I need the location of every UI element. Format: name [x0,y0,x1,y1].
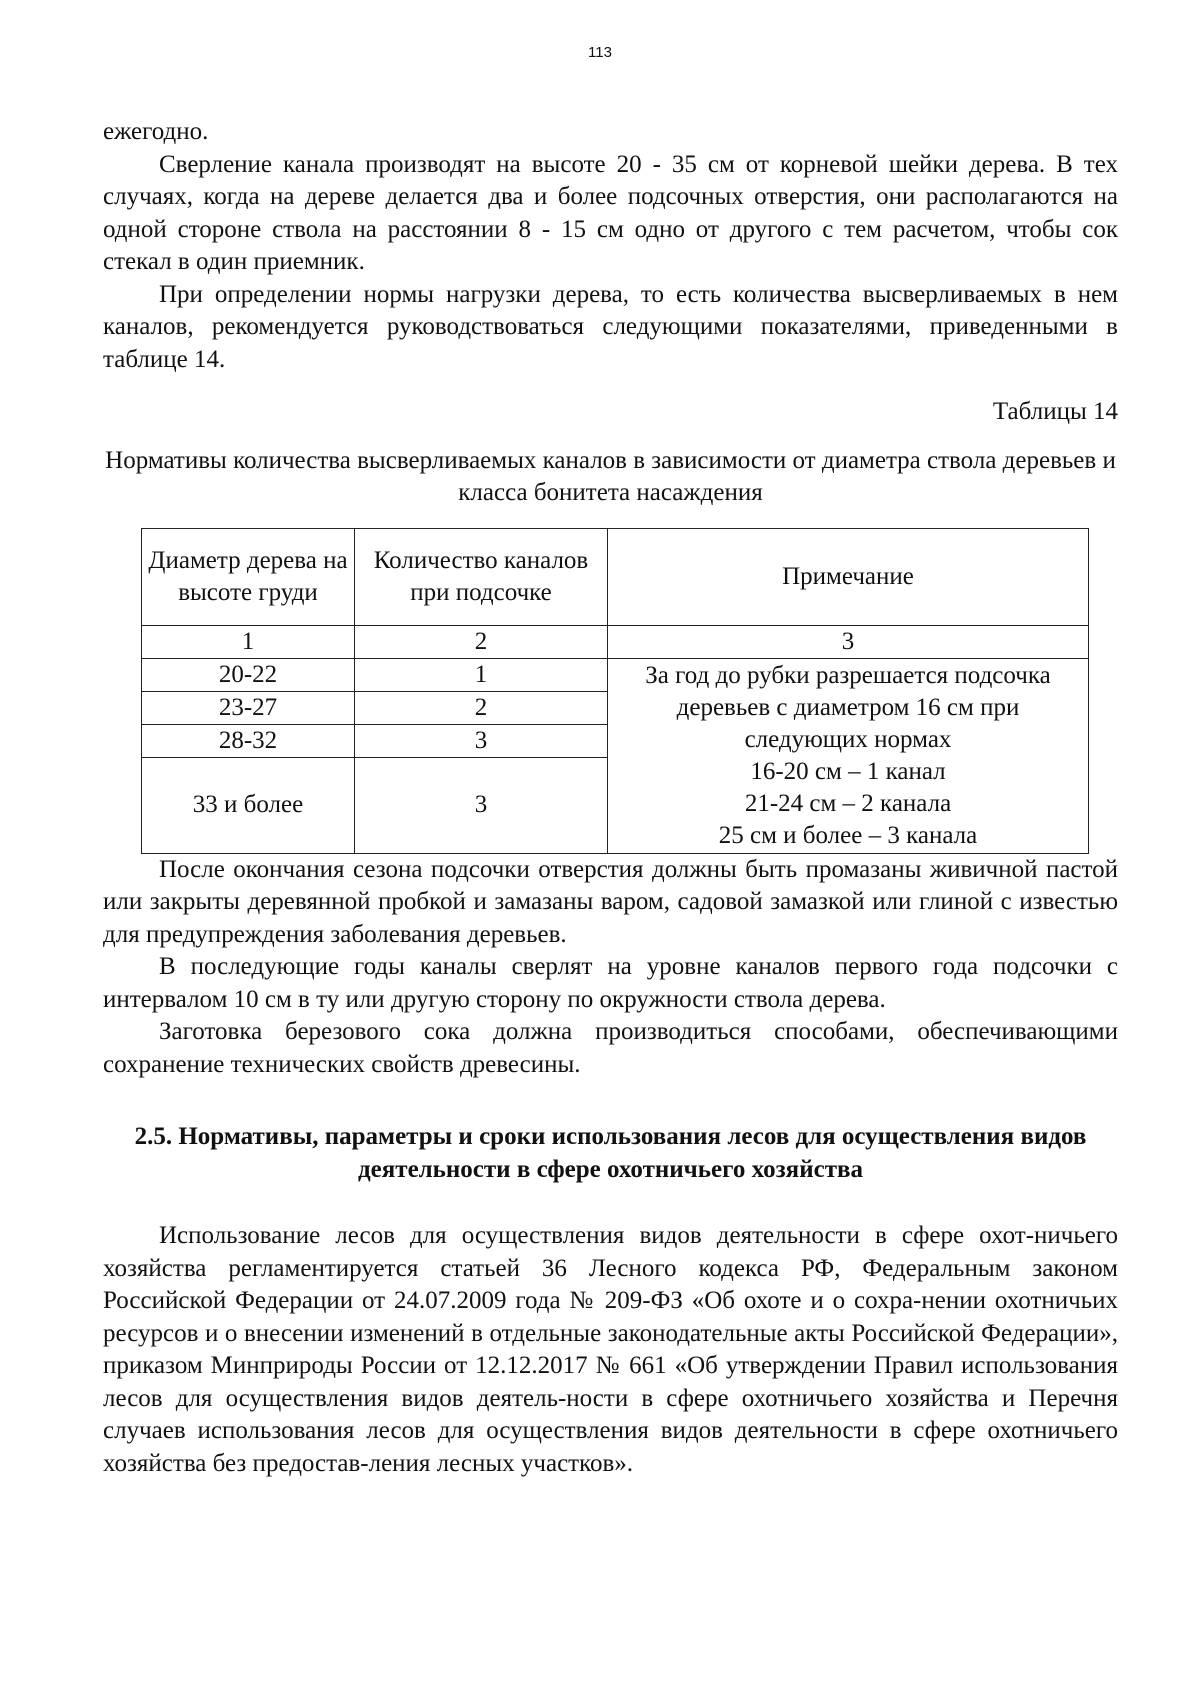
header-diameter: Диаметр дерева на высоте груди [142,528,355,625]
note-norm: 16-20 см – 1 канал [750,757,946,785]
table-caption: Нормативы количества высверливаемых каналов в зависимости от диаметра ствола деревьев и класса бонитета насаждения [105,446,1116,506]
norms-table [141,528,1089,854]
cell-channels: 3 [355,757,608,853]
cell-channels: 2 [355,691,608,724]
cell-diameter: 23-27 [142,691,355,724]
note-text: За год до рубки разрешается подсочка деревьев с диаметром 16 см при следующих нормах [645,661,1051,753]
cell-diameter: 28-32 [142,724,355,757]
cell-diameter: 33 и более [142,757,355,853]
section-paragraph: Использование лесов для осуществления видов деятельности в сфере охот-ничьего хозяйства регламентируется статьей 36 Лесного кодекса РФ, Федеральным законом Российской Федерации от 24.07.2009 года № 209-ФЗ «Об охоте и о сохра-нении охотничьих ресурсов и о внесении изменений в отдельные законодательные акты Российской Федерации», приказом Минприроды России от 12.12.2017 № 661 «Об утверждении Правил использования лесов для осуществления видов деятель-ности в сфере охотничьего хозяйства и Перечня случаев использования лесов для осуществления видов деятельности в сфере охотничьего хозяйства без предостав-ления лесных участков». [103,1222,1118,1477]
paragraph-drilling: Сверление канала производят на высоте 20 - 35 см от корневой шейки дерева. В тех случаях, когда на дереве делается два и более подсочных отверстия, они располагаются на одной стороне ствола на расстоянии 8 - 15 см одно от другого с тем расчетом, чтобы сок стекал в один приемник. [103,150,1118,275]
column-number: 1 [142,625,355,658]
table-header-row [142,528,1089,625]
paragraph-after-season: После окончания сезона подсочки отверстия должны быть промазаны живичной пастой или закрыты деревянной пробкой и замазаны варом, садовой замазкой или глиной с известью для предупреждения заболевания деревьев. [103,855,1118,948]
table-row [142,658,1089,691]
cell-note [608,658,1089,853]
paragraph-following-years: В последующие годы каналы сверлят на уровне каналов первого года подсочки с интервалом 10 см в ту или другую сторону по окружности ствола дерева. [103,953,1118,1013]
note-norm: 25 см и более – 3 канала [718,821,978,849]
paragraph-birch-sap: Заготовка березового сока должна производиться способами, обеспечивающими сохранение технических свойств древесины. [103,1018,1118,1078]
header-channels: Количество каналов при подсочке [355,528,608,625]
table-label: Таблицы 14 [992,398,1118,425]
cell-channels: 1 [355,658,608,691]
paragraph-continuation: ежегодно. [103,118,209,145]
page-number: 113 [588,44,612,61]
column-number: 3 [608,625,1089,658]
note-norm: 21-24 см – 2 канала [744,789,952,817]
cell-channels: 3 [355,724,608,757]
header-note: Примечание [608,528,1089,625]
cell-diameter: 20-22 [142,658,355,691]
column-number: 2 [355,625,608,658]
document-body [103,116,1118,1480]
paragraph-load-norm: При определении нормы нагрузки дерева, то есть количества высверливаемых в нем каналов, рекомендуется руководствоваться следующими показателями, приведенными в таблице 14. [103,280,1118,373]
table-number-row [142,625,1089,658]
section-heading: 2.5. Нормативы, параметры и сроки использования лесов для осуществления видов деятельности в сфере охотничьего хозяйства [134,1123,1087,1183]
